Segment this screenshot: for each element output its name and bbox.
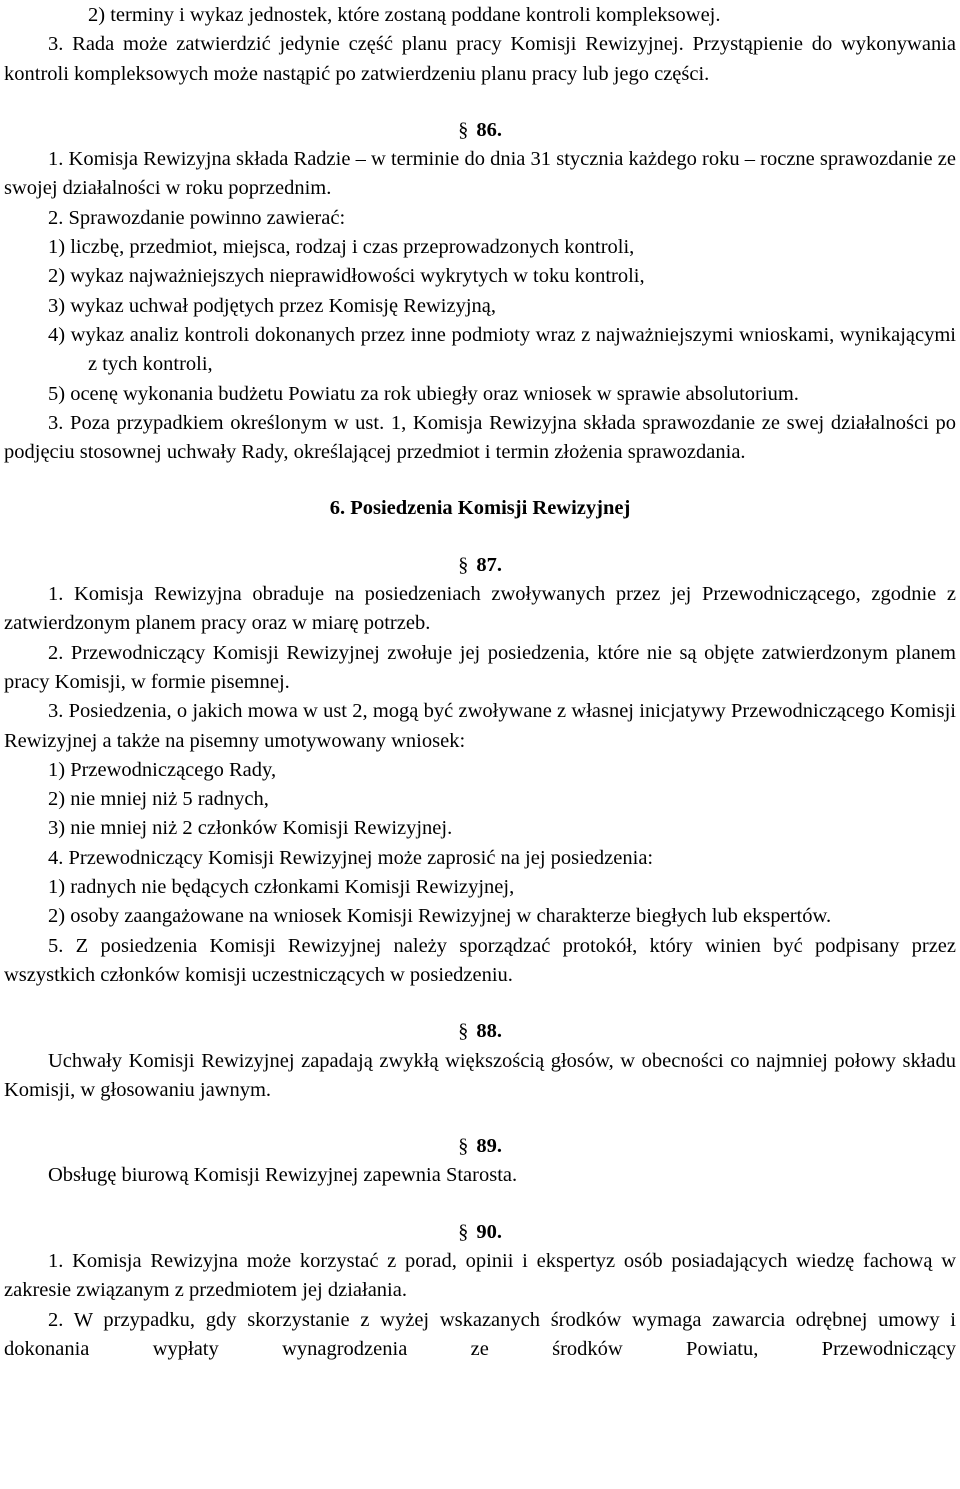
p87-point-4: 4. Przewodniczący Komisji Rewizyjnej może zaprosić na jej posiedzenia: xyxy=(48,846,654,869)
section-sign-icon: § xyxy=(458,118,469,141)
paragraph-86-number: 86. xyxy=(476,118,502,141)
p87-point-1: 1. Komisja Rewizyjna obraduje na posiedzeniach zwoływanych przez jej Przewodniczącego, zgodnie z zatwierdzonym planem pracy oraz w miarę potrzeb. xyxy=(4,583,956,635)
p87-point-3-item-3: 3) nie mniej niż 2 członków Komisji Rewizyjnej. xyxy=(48,817,453,840)
p87-point-3: 3. Posiedzenia, o jakich mowa w ust 2, mogą być zwoływane z własnej inicjatywy Przewodniczącego Komisji Rewizyjnej a także na pisemny umotywowany wniosek: xyxy=(4,700,956,752)
p87-point-3-item-2: 2) nie mniej niż 5 radnych, xyxy=(48,788,269,811)
paragraph-90-heading xyxy=(4,1218,956,1247)
paragraph-87-heading xyxy=(4,551,956,580)
p87-point-3-item-1: 1) Przewodniczącego Rady, xyxy=(48,758,277,781)
p90-point-2: 2. W przypadku, gdy skorzystanie z wyżej wskazanych środków wymaga zawarcia odrębnej umowy i dokonania wypłaty wynagrodzenia ze środków Powiatu, Przewodniczący xyxy=(4,1308,956,1360)
top-item-2: 2) terminy i wykaz jednostek, które zostaną poddane kontroli kompleksowej. xyxy=(88,4,721,26)
section-6-title: 6. Posiedzenia Komisji Rewizyjnej xyxy=(329,497,631,520)
p89-text: Obsługę biurową Komisji Rewizyjnej zapewnia Starosta. xyxy=(48,1164,518,1187)
section-sign-icon: § xyxy=(458,1220,469,1243)
paragraph-87-number: 87. xyxy=(476,553,502,576)
section-sign-icon: § xyxy=(458,1020,469,1043)
p87-point-2: 2. Przewodniczący Komisji Rewizyjnej zwołuje jej posiedzenia, które nie są objęte zatwierdzonym planem pracy Komisji, w formie pisemnej. xyxy=(4,641,956,693)
section-sign-icon: § xyxy=(458,1135,469,1158)
p86-item-3: 3) wykaz uchwał podjętych przez Komisję Rewizyjną, xyxy=(48,294,496,317)
p88-text: Uchwały Komisji Rewizyjnej zapadają zwykłą większością głosów, w obecności co najmniej połowy składu Komisji, w głosowaniu jawnym. xyxy=(4,1049,956,1101)
p87-point-5: 5. Z posiedzenia Komisji Rewizyjnej należy sporządzać protokół, który winien być podpisany przez wszystkich członków komisji uczestniczących w posiedzeniu. xyxy=(4,934,956,986)
paragraph-88-heading xyxy=(4,1017,956,1046)
paragraph-90-number: 90. xyxy=(476,1220,502,1243)
p86-item-2: 2) wykaz najważniejszych nieprawidłowości wykrytych w toku kontroli, xyxy=(48,265,645,288)
p87-point-4-item-1: 1) radnych nie będących członkami Komisji Rewizyjnej, xyxy=(48,876,515,899)
p86-item-1: 1) liczbę, przedmiot, miejsca, rodzaj i czas przeprowadzonych kontroli, xyxy=(48,236,635,259)
paragraph-89-number: 89. xyxy=(476,1135,502,1158)
paragraph-89-heading xyxy=(4,1132,956,1161)
paragraph-86-heading xyxy=(4,116,956,145)
top-point-3: 3. Rada może zatwierdzić jedynie część planu pracy Komisji Rewizyjnej. Przystąpienie do wykonywania kontroli kompleksowych może nastąpić po zatwierdzeniu planu pracy lub jego części. xyxy=(4,33,956,85)
p86-point-1: 1. Komisja Rewizyjna składa Radzie – w terminie do dnia 31 stycznia każdego roku – roczne sprawozdanie ze swojej działalności w roku poprzednim. xyxy=(4,148,956,200)
p87-point-4-item-2: 2) osoby zaangażowane na wniosek Komisji Rewizyjnej w charakterze biegłych lub ekspertów. xyxy=(48,905,832,928)
p86-item-5: 5) ocenę wykonania budżetu Powiatu za rok ubiegły oraz wniosek w sprawie absolutorium. xyxy=(48,382,799,405)
paragraph-88-number: 88. xyxy=(476,1020,502,1043)
section-sign-icon: § xyxy=(458,553,469,576)
p86-point-2: 2. Sprawozdanie powinno zawierać: xyxy=(48,206,346,229)
p86-item-4: 4) wykaz analiz kontroli dokonanych przez inne podmioty wraz z najważniejszymi wnioskami, wynikającymi z tych kontroli, xyxy=(48,323,956,376)
p90-point-1: 1. Komisja Rewizyjna może korzystać z porad, opinii i ekspertyz osób posiadających wiedzę fachową w zakresie związanym z przedmiotem jej działania. xyxy=(4,1249,956,1302)
p86-point-3: 3. Poza przypadkiem określonym w ust. 1, Komisja Rewizyjna składa sprawozdanie ze swej działalności po podjęciu stosownej uchwały Rady, określającej przedmiot i termin złożenia sprawozdania. xyxy=(4,411,956,464)
